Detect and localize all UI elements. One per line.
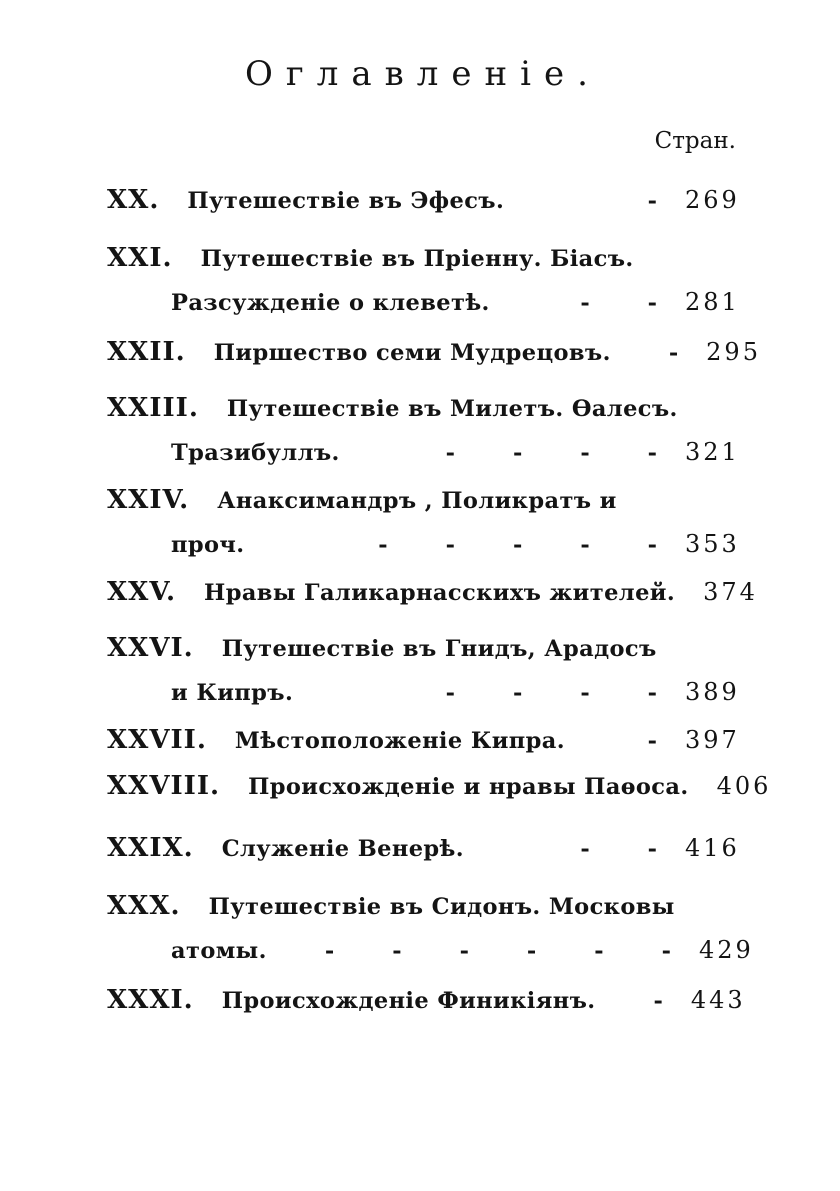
chapter-title-text: Анаксимандръ , Поликратъ и: [217, 488, 617, 514]
chapter-number: XX.: [107, 185, 160, 215]
toc-entry: [107, 718, 740, 762]
dot-leader: - -: [580, 836, 657, 862]
toc-entry-continuation-line: [107, 522, 740, 566]
toc-entry: [107, 884, 754, 972]
chapter-title-text: Путешествіе въ Гнидъ, Арадосъ: [221, 636, 657, 662]
chapter-number: XXV.: [107, 577, 177, 607]
chapter-number: XXVI.: [107, 633, 194, 663]
dot-leader: -: [647, 188, 657, 214]
chapter-title-text: Тразибуллъ.: [171, 440, 340, 466]
page-number: 353: [685, 530, 740, 558]
chapter-number: XXIX.: [107, 833, 194, 863]
toc-entry-first-line: [107, 718, 740, 762]
toc-entry-first-line: [107, 330, 761, 374]
chapter-number: XXVII.: [107, 725, 207, 755]
page-number: 429: [698, 936, 754, 964]
toc-entry-first-line: [107, 236, 737, 280]
toc-entry: [107, 478, 740, 566]
toc-entry-continuation-line: [107, 670, 740, 714]
page-number: 397: [685, 726, 740, 754]
chapter-number: XXI.: [107, 243, 173, 273]
toc-entry-first-line: [107, 626, 737, 670]
page-number: 443: [690, 986, 746, 1014]
chapter-title-text: Происхожденіе и нравы Паѳоса.: [248, 774, 689, 800]
toc-entry: [107, 826, 740, 870]
chapter-title-text: Происхожденіе Финикіянъ.: [221, 988, 596, 1014]
toc-entry-continuation-line: [107, 928, 754, 972]
chapter-number: XXIV.: [107, 485, 190, 515]
chapter-number: XXVIII.: [107, 771, 221, 801]
toc-entry-continuation-line: [107, 430, 740, 474]
toc-entry: [107, 236, 740, 324]
page-title: Оглавленіе.: [245, 54, 601, 94]
chapter-title-text: Путешествіе въ Сидонъ. Московы: [208, 894, 675, 920]
chapter-title-text: Путешествіе въ Эфесъ.: [187, 188, 505, 214]
dot-leader: - - - - - -: [324, 938, 671, 964]
toc-entry: [107, 386, 740, 474]
chapter-title-text: и Кипръ.: [171, 680, 294, 706]
page-number: 281: [685, 288, 740, 316]
dot-leader: -: [647, 728, 657, 754]
toc-entry: [107, 570, 758, 614]
toc-entry: [107, 626, 740, 714]
chapter-title-text: Нравы Галикарнасскихъ жителей.: [204, 580, 676, 606]
toc-entry-first-line: [107, 884, 737, 928]
page-number: 416: [685, 834, 740, 862]
page-number: 406: [716, 772, 772, 800]
chapter-title-text: проч.: [171, 532, 245, 558]
toc-entry: [107, 978, 746, 1022]
toc-entry-first-line: [107, 178, 740, 222]
chapter-number: XXII.: [107, 337, 186, 367]
toc-entry-first-line: [107, 570, 758, 614]
dot-leader: - -: [580, 290, 657, 316]
page-number: 269: [685, 186, 740, 214]
toc-entry-continuation-line: [107, 280, 740, 324]
chapter-title-text: Разсужденіе о клеветѣ.: [171, 290, 490, 316]
page-number: 374: [703, 578, 758, 606]
chapter-title-text: атомы.: [171, 938, 267, 964]
toc-entry-first-line: [107, 386, 737, 430]
toc-entry-first-line: [107, 764, 772, 808]
page-number: 389: [685, 678, 740, 706]
toc-entry: [107, 178, 740, 222]
chapter-title-text: Пиршество семи Мудрецовъ.: [213, 340, 611, 366]
toc-entry-first-line: [107, 978, 746, 1022]
dot-leader: -: [653, 988, 663, 1014]
chapter-title-text: Путешествіе въ Милетъ. Ѳалесъ.: [226, 396, 678, 422]
chapter-number: XXX.: [107, 891, 181, 921]
dot-leader: - - - -: [445, 680, 657, 706]
chapter-number: XXIII.: [107, 393, 199, 423]
dot-leader: - - - -: [445, 440, 657, 466]
toc-entry-first-line: [107, 826, 740, 870]
toc-entry: [107, 330, 761, 374]
page-column-label: Стран.: [654, 128, 736, 154]
toc-entry-first-line: [107, 478, 737, 522]
chapter-number: XXXI.: [107, 985, 194, 1015]
dot-leader: - - - - -: [378, 532, 657, 558]
chapter-title-text: Служеніе Венерѣ.: [221, 836, 465, 862]
toc-entry: [107, 764, 772, 808]
chapter-title-text: Мѣстоположеніе Кипра.: [234, 728, 565, 754]
chapter-title-text: Путешествіе въ Пріенну. Біасъ.: [200, 246, 634, 272]
dot-leader: -: [668, 340, 679, 366]
page-number: 295: [706, 338, 761, 366]
page-number: 321: [685, 438, 740, 466]
